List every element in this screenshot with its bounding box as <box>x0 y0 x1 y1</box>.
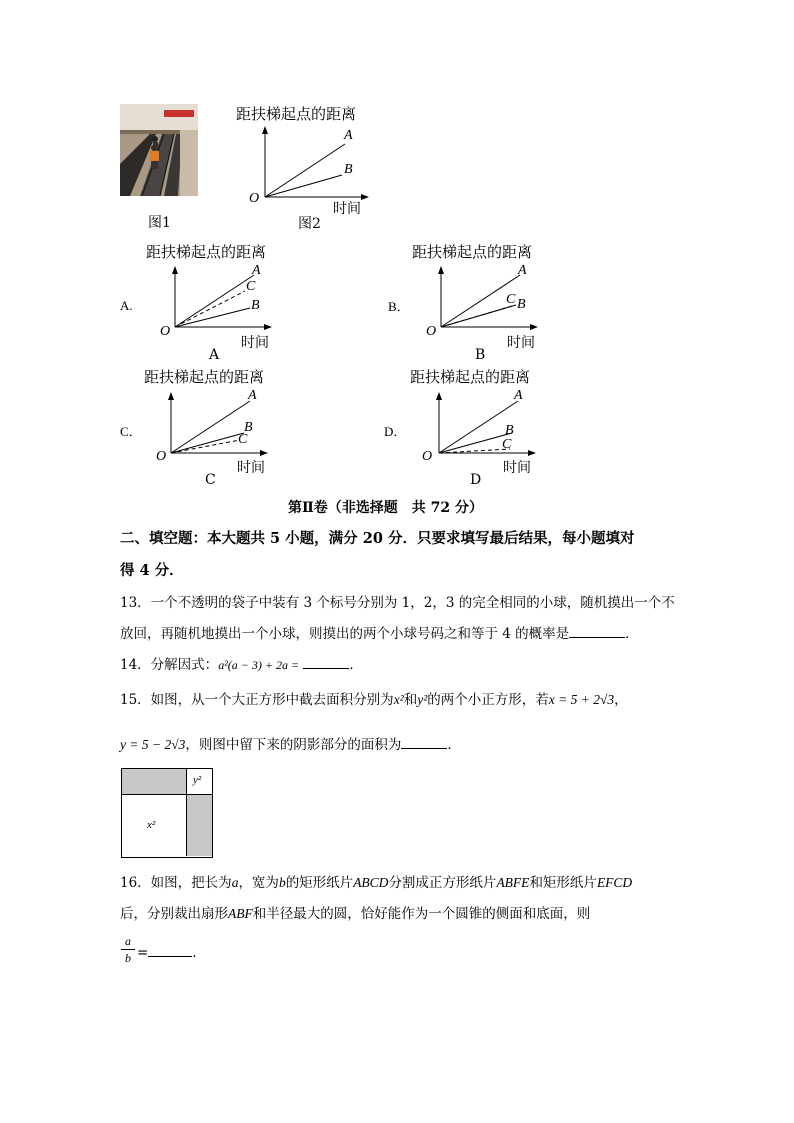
option-a-caption: A <box>209 347 220 363</box>
q16-line1 <box>120 873 632 893</box>
q14-answer-blank[interactable] <box>303 654 349 669</box>
q13-answer-blank[interactable] <box>569 623 625 638</box>
q13-line2-text: 放回，再随机地摸出一个小球，则摸出的两个小球号码之和等于 4 的概率是 <box>120 626 570 642</box>
option-c-graph <box>156 376 286 476</box>
option-b-y-label: 距扶梯起点的距离 <box>412 243 533 261</box>
option-a-origin: O <box>160 324 171 339</box>
option-d-line-a: A <box>514 388 523 403</box>
option-d-graph <box>424 376 554 476</box>
q15-x2: x² <box>393 692 404 707</box>
q16-line2-b: 和半径最大的圆，恰好能作为一个圆锥的侧面和底面，则 <box>252 906 591 922</box>
q16-b: b <box>278 875 286 890</box>
q16-eq: = <box>137 945 149 961</box>
q16-a: a <box>231 875 239 890</box>
q16-answer-line <box>137 942 206 963</box>
option-a-marker: A. <box>120 298 133 313</box>
option-b-line-c: C <box>506 292 516 307</box>
q15-top-shaded <box>122 769 187 795</box>
option-b-graph <box>426 250 556 350</box>
option-d-y-label: 距扶梯起点的距离 <box>410 368 531 386</box>
q16-line2 <box>120 904 590 924</box>
option-a-line-c: C <box>246 279 256 294</box>
q16-efcd: EFCD <box>596 875 633 890</box>
q15-answer-blank[interactable] <box>401 734 447 749</box>
option-c-caption: C <box>205 472 216 488</box>
option-d-caption: D <box>470 472 482 488</box>
q16-abf: ABF <box>228 906 253 921</box>
figure1-caption: 图1 <box>148 215 171 231</box>
option-a-y-label: 距扶梯起点的距离 <box>146 243 267 261</box>
q16-line1-e: 和矩形纸片 <box>529 875 597 891</box>
option-c-line-b: B <box>244 420 253 435</box>
figure2-x-label: 时间 <box>333 201 361 217</box>
q16-line1-c: 的矩形纸片 <box>285 875 354 891</box>
q15-line2-b: ，则图中留下来的阴影部分的面积为 <box>185 737 402 753</box>
q14-prefix: 14．分解因式： <box>120 657 219 673</box>
option-c-x-label: 时间 <box>237 460 265 476</box>
option-b-line-b: B <box>517 297 526 312</box>
option-b-caption: B <box>475 347 486 363</box>
q15-line1-b: 的两个小正方形，若 <box>427 692 549 708</box>
q13-end: ． <box>625 626 639 642</box>
q15-comma: ， <box>614 692 628 708</box>
q15-y-eq: y = 5 − 2√3 <box>120 737 186 752</box>
q16-frac-num: a <box>125 934 131 948</box>
option-b-x-label: 时间 <box>507 335 535 351</box>
q15-line2 <box>120 734 461 755</box>
q15-y2: y² <box>417 692 428 707</box>
q16-end: ． <box>192 945 206 961</box>
q14-expression: a²(a − 3) + 2a = <box>218 658 300 672</box>
option-b-origin: O <box>426 324 437 339</box>
option-a-line-a: A <box>252 263 261 278</box>
q15-x-eq: x = 5 + 2√3 <box>548 692 615 707</box>
figure2-y-label: 距扶梯起点的距离 <box>236 105 357 123</box>
option-c-line-c: C <box>238 432 248 447</box>
q13-line2 <box>120 623 639 644</box>
option-d-x-label: 时间 <box>503 460 531 476</box>
figure2-line-a-label: A <box>344 128 353 143</box>
q16-line2-a: 后，分别裁出扇形 <box>120 906 228 922</box>
escalator-photo <box>120 104 198 196</box>
option-d-marker: D． <box>384 424 407 439</box>
q16-fraction <box>121 934 135 965</box>
q15-square-figure <box>121 768 213 858</box>
section-heading-line1: 二、填空题：本大题共 5 小题，满分 20 分．只要求填写最后结果，每小题填对 <box>120 530 635 547</box>
q14-end: ． <box>349 657 363 673</box>
option-c-y-label: 距扶梯起点的距离 <box>144 368 265 386</box>
figure2-caption: 图2 <box>298 216 321 232</box>
q15-end: ． <box>447 737 461 753</box>
q14-line <box>120 654 363 675</box>
q15-line1-a: 15．如图，从一个大正方形中截去面积分别为 <box>120 692 394 708</box>
section-title: 第Ⅱ卷（非选择题 共 72 分） <box>288 500 484 516</box>
figure2-origin: O <box>249 191 260 206</box>
option-d-line-c: C <box>502 437 512 452</box>
option-b-line-a: A <box>518 263 527 278</box>
option-c-line-a: A <box>248 388 257 403</box>
q16-line1-d: 分割成正方形纸片 <box>388 875 497 891</box>
q16-line1-a: 16．如图，把长为 <box>120 875 232 891</box>
option-a-line-b: B <box>251 298 260 313</box>
option-a-graph <box>160 250 290 350</box>
q16-frac-bar <box>121 949 135 950</box>
option-b-marker: B． <box>388 299 410 314</box>
option-a-x-label: 时间 <box>241 335 269 351</box>
q16-frac-den: b <box>125 951 131 965</box>
q15-fig-x2: x² <box>147 819 156 831</box>
q15-line1 <box>120 690 628 710</box>
q13-line1: 13．一个不透明的袋子中装有 3 个标号分别为 1，2，3 的完全相同的小球，随机摸出一个不 <box>120 595 675 611</box>
section-heading-line2: 得 4 分． <box>120 562 184 579</box>
q15-and: 和 <box>403 692 418 708</box>
q16-abcd: ABCD <box>353 875 389 890</box>
q16-line1-b: ，宽为 <box>238 875 279 891</box>
option-c-marker: C． <box>120 424 142 439</box>
option-d-line-b: B <box>505 423 514 438</box>
q15-fig-y2: y² <box>193 774 202 786</box>
q16-abfe: ABFE <box>496 875 530 890</box>
figure2-line-b-label: B <box>344 162 353 177</box>
option-d-origin: O <box>422 449 433 464</box>
q15-right-shaded <box>187 795 212 856</box>
option-c-origin: O <box>156 449 167 464</box>
q16-answer-blank[interactable] <box>148 942 192 957</box>
